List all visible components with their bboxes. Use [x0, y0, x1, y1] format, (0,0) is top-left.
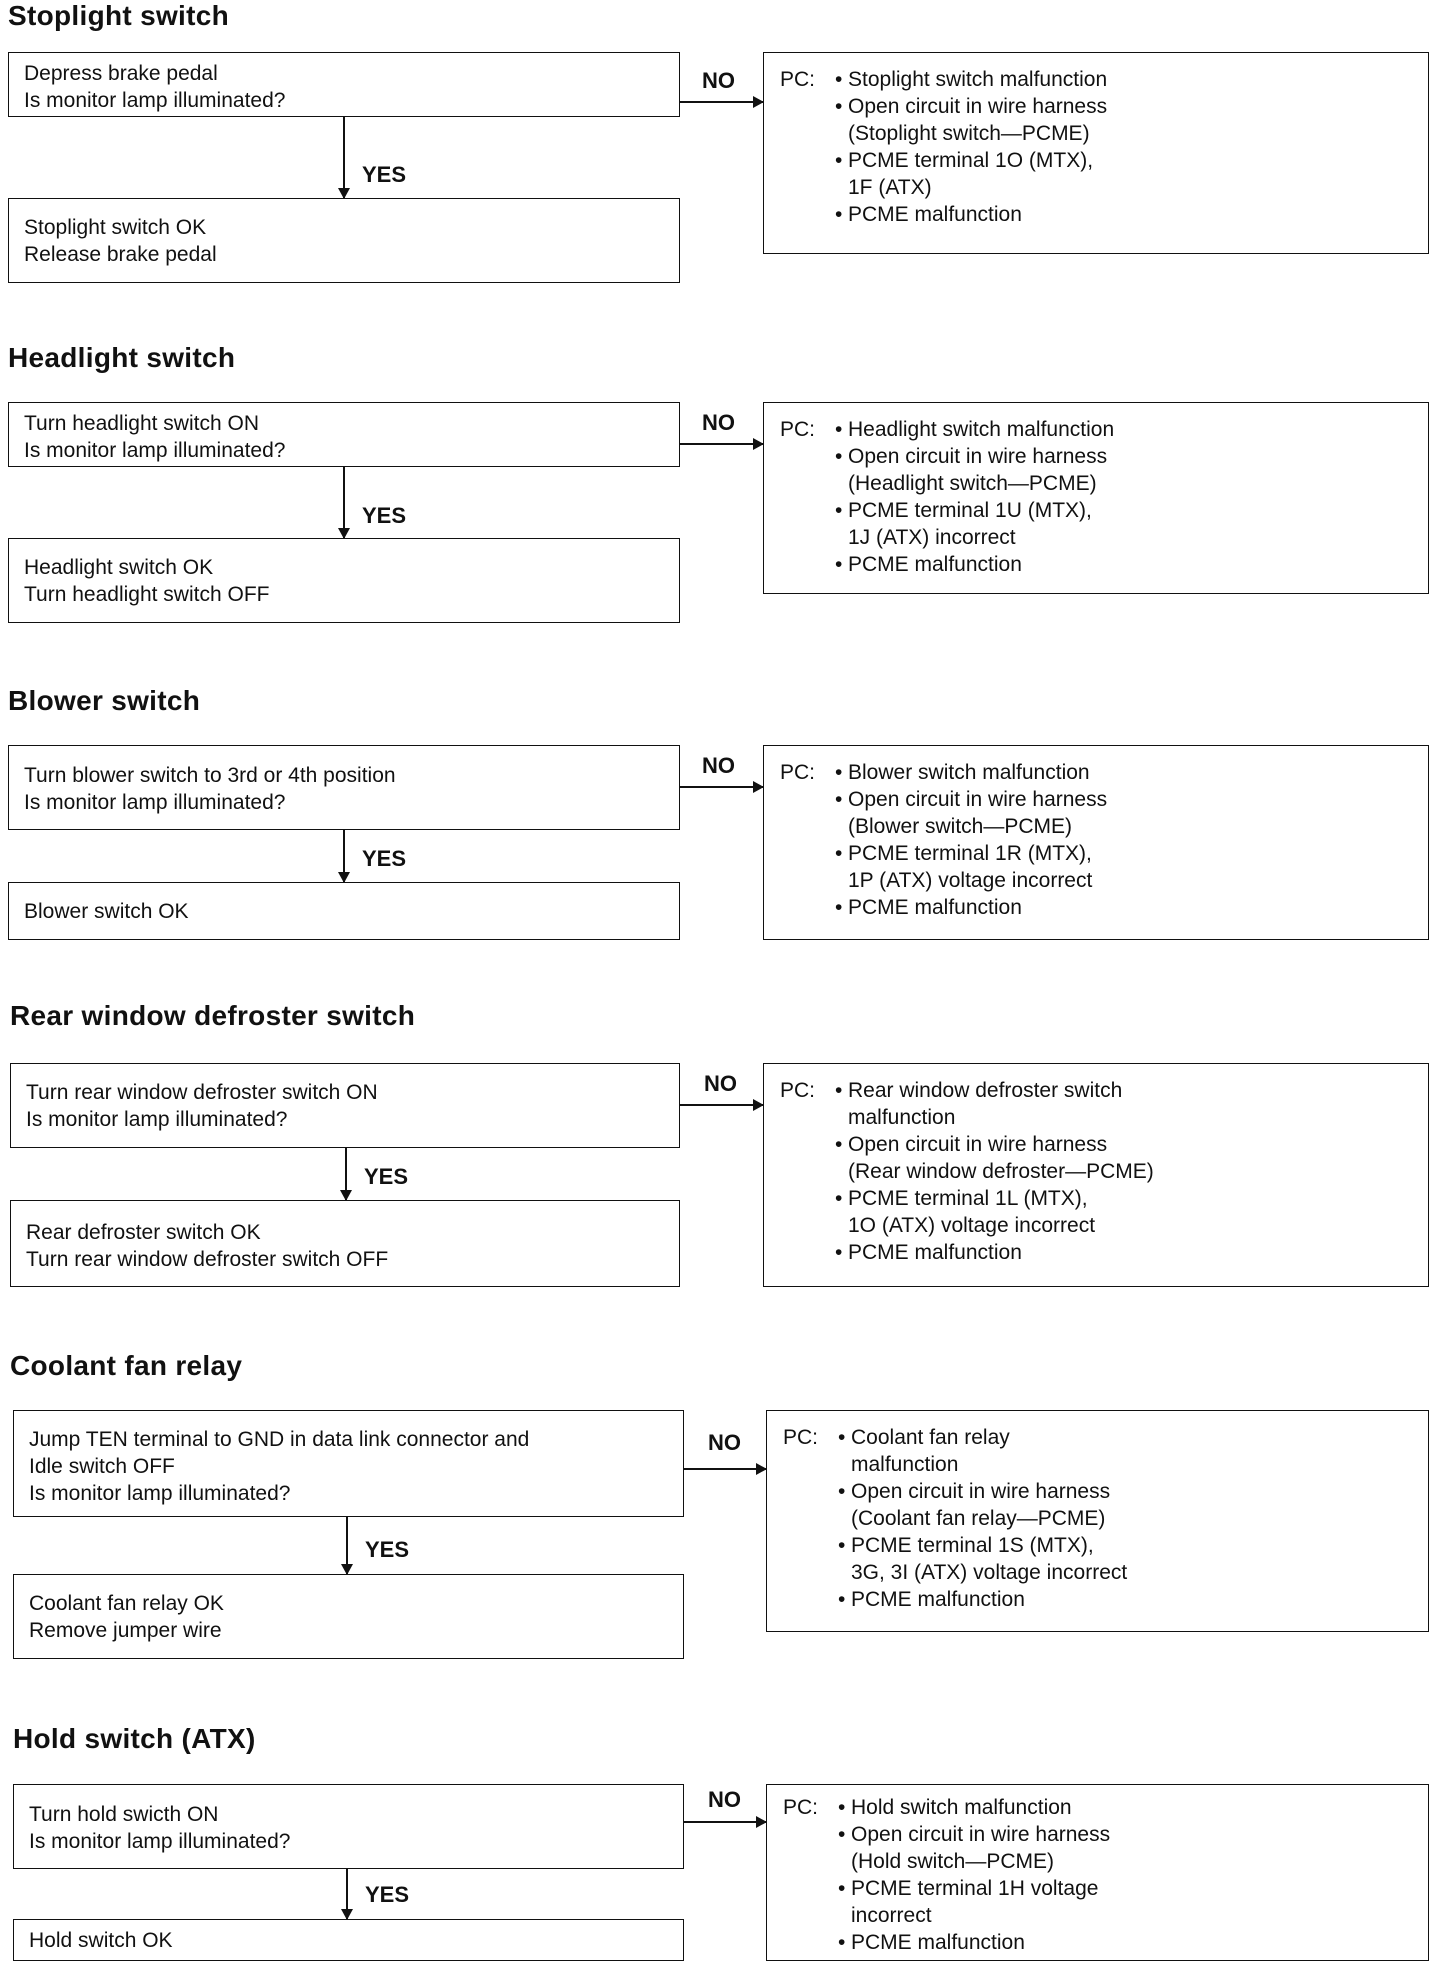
bullet-icon: •: [835, 149, 843, 172]
no-arrow: [684, 1468, 766, 1470]
no-label: NO: [702, 68, 735, 93]
result-box-blower: [8, 882, 680, 940]
pc-label: PC:: [780, 761, 816, 784]
question-box-headlight: [8, 402, 680, 467]
result-line: Hold switch OK: [29, 1929, 173, 1952]
bullet-icon: •: [835, 553, 843, 576]
bullet-icon: •: [835, 418, 843, 441]
cause-item: • PCME terminal 1L (MTX), 1O (ATX) voltage incorrect: [835, 1187, 1096, 1237]
no-arrow: [680, 786, 763, 788]
question-line: Jump TEN terminal to GND in data link connector and: [29, 1428, 530, 1451]
causes-box-hold-switch: [766, 1784, 1429, 1961]
bullet-icon: •: [835, 842, 843, 865]
causes-box-blower: [763, 745, 1429, 940]
cause-item: • Stoplight switch malfunction: [835, 68, 1108, 91]
question-line: Turn hold swicth ON: [29, 1803, 219, 1826]
section-title-headlight: Headlight switch: [8, 342, 236, 373]
cause-item: • Hold switch malfunction: [838, 1796, 1072, 1819]
bullet-icon: •: [838, 1534, 846, 1557]
cause-item: • Open circuit in wire harness (Headlight switch—PCME): [835, 445, 1108, 495]
result-line: Blower switch OK: [24, 900, 189, 923]
question-box-hold-switch: [13, 1784, 684, 1869]
result-box-hold-switch: [13, 1919, 684, 1961]
pc-label: PC:: [783, 1426, 819, 1449]
question-line: Turn rear window defroster switch ON: [26, 1081, 378, 1104]
result-line: Turn rear window defroster switch OFF: [26, 1248, 389, 1271]
cause-item: • PCME malfunction: [835, 1241, 1022, 1264]
question-line: Is monitor lamp illuminated?: [26, 1108, 288, 1131]
cause-item: • PCME malfunction: [835, 896, 1022, 919]
bullet-icon: •: [838, 1480, 846, 1503]
bullet-icon: •: [835, 499, 843, 522]
no-label: NO: [708, 1430, 741, 1455]
no-label: NO: [704, 1071, 737, 1096]
yes-label: YES: [364, 1164, 409, 1189]
yes-label: YES: [365, 1537, 410, 1562]
bullet-icon: •: [835, 95, 843, 118]
no-arrow: [684, 1821, 766, 1823]
result-box-headlight: [8, 538, 680, 623]
yes-arrow: [346, 1869, 348, 1919]
cause-item: • Blower switch malfunction: [835, 761, 1090, 784]
yes-arrow: [343, 830, 345, 882]
bullet-icon: •: [835, 896, 843, 919]
bullet-icon: •: [835, 68, 843, 91]
bullet-icon: •: [835, 203, 843, 226]
result-line: Turn headlight switch OFF: [24, 583, 270, 606]
section-title-rear-defroster: Rear window defroster switch: [10, 1000, 416, 1031]
no-arrow: [680, 443, 763, 445]
cause-item: • PCME terminal 1H voltage incorrect: [838, 1877, 1099, 1927]
bullet-icon: •: [835, 788, 843, 811]
cause-item: • Open circuit in wire harness (Blower switch—PCME): [835, 788, 1108, 838]
yes-label: YES: [362, 503, 407, 528]
cause-item: • PCME malfunction: [838, 1588, 1025, 1611]
yes-label: YES: [362, 162, 407, 187]
pc-label: PC:: [783, 1796, 819, 1819]
pc-label: PC:: [780, 418, 816, 441]
cause-item: • Open circuit in wire harness (Coolant fan relay—PCME): [838, 1480, 1111, 1530]
section-title-coolant-fan: Coolant fan relay: [10, 1350, 243, 1381]
cause-item: • PCME terminal 1S (MTX), 3G, 3I (ATX) voltage incorrect: [838, 1534, 1128, 1584]
yes-label: YES: [362, 846, 407, 871]
result-box-coolant-fan: [13, 1574, 684, 1659]
question-line: Turn headlight switch ON: [24, 412, 259, 435]
cause-item: • Rear window defroster switch malfunction: [835, 1079, 1123, 1129]
result-box-stoplight: [8, 198, 680, 283]
yes-arrow: [345, 1148, 347, 1200]
section-title-hold-switch: Hold switch (ATX): [13, 1723, 256, 1754]
section-title-stoplight: Stoplight switch: [8, 0, 230, 31]
no-arrow: [680, 101, 763, 103]
result-line: Release brake pedal: [24, 243, 217, 266]
yes-arrow: [343, 117, 345, 198]
question-box-rear-defroster: [10, 1063, 680, 1148]
causes-box-stoplight: [763, 52, 1429, 254]
question-line: Is monitor lamp illuminated?: [24, 89, 286, 112]
cause-item: • PCME terminal 1U (MTX), 1J (ATX) incorrect: [835, 499, 1092, 549]
bullet-icon: •: [835, 445, 843, 468]
cause-item: • PCME malfunction: [835, 203, 1022, 226]
cause-item: • PCME terminal 1O (MTX), 1F (ATX): [835, 149, 1094, 199]
cause-item: • PCME malfunction: [838, 1931, 1025, 1954]
no-arrow: [680, 1104, 763, 1106]
result-line: Remove jumper wire: [29, 1619, 222, 1642]
pc-label: PC:: [780, 68, 816, 91]
question-line: Is monitor lamp illuminated?: [29, 1482, 291, 1505]
bullet-icon: •: [838, 1931, 846, 1954]
cause-item: • Headlight switch malfunction: [835, 418, 1115, 441]
section-title-blower: Blower switch: [8, 685, 201, 716]
bullet-icon: •: [838, 1823, 846, 1846]
no-label: NO: [702, 410, 735, 435]
question-line: Is monitor lamp illuminated?: [24, 791, 286, 814]
no-label: NO: [708, 1787, 741, 1812]
question-box-blower: [8, 745, 680, 830]
bullet-icon: •: [838, 1796, 846, 1819]
cause-item: • Open circuit in wire harness (Stoplight switch—PCME): [835, 95, 1108, 145]
cause-item: • Open circuit in wire harness (Rear window defroster—PCME): [835, 1133, 1154, 1183]
yes-label: YES: [365, 1882, 410, 1907]
causes-box-rear-defroster: [763, 1063, 1429, 1287]
result-line: Rear defroster switch OK: [26, 1221, 261, 1244]
cause-item: • PCME terminal 1R (MTX), 1P (ATX) voltage incorrect: [835, 842, 1093, 892]
yes-arrow: [343, 467, 345, 538]
bullet-icon: •: [835, 761, 843, 784]
question-line: Is monitor lamp illuminated?: [29, 1830, 291, 1853]
bullet-icon: •: [835, 1187, 843, 1210]
question-line: Is monitor lamp illuminated?: [24, 439, 286, 462]
question-line: Turn blower switch to 3rd or 4th position: [24, 764, 396, 787]
bullet-icon: •: [835, 1133, 843, 1156]
cause-item: • Open circuit in wire harness (Hold switch—PCME): [838, 1823, 1111, 1873]
question-line: Depress brake pedal: [24, 62, 218, 85]
bullet-icon: •: [835, 1241, 843, 1264]
result-line: Stoplight switch OK: [24, 216, 207, 239]
result-line: Coolant fan relay OK: [29, 1592, 224, 1615]
causes-box-coolant-fan: [766, 1410, 1429, 1632]
bullet-icon: •: [835, 1079, 843, 1102]
no-label: NO: [702, 753, 735, 778]
question-box-coolant-fan: [13, 1410, 684, 1517]
causes-box-headlight: [763, 402, 1429, 594]
cause-item: • Coolant fan relay malfunction: [838, 1426, 1010, 1476]
bullet-icon: •: [838, 1877, 846, 1900]
bullet-icon: •: [838, 1588, 846, 1611]
question-box-stoplight: [8, 52, 680, 117]
bullet-icon: •: [838, 1426, 846, 1449]
pc-label: PC:: [780, 1079, 816, 1102]
question-line: Idle switch OFF: [29, 1455, 175, 1478]
result-line: Headlight switch OK: [24, 556, 214, 579]
cause-item: • PCME malfunction: [835, 553, 1022, 576]
yes-arrow: [346, 1517, 348, 1574]
result-box-rear-defroster: [10, 1200, 680, 1287]
